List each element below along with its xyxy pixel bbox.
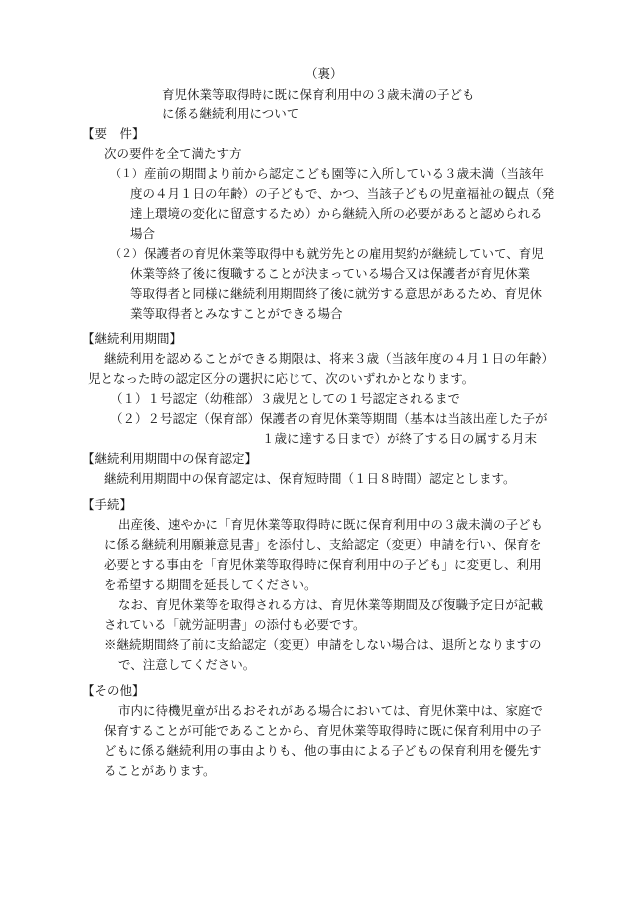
procedure-note-line: なお、育児休業等を取得される方は、育児休業等期間及び復職予定日が記載 xyxy=(118,597,544,612)
period-item-2-cont: １歳に達する日まで）が終了する日の属する月末 xyxy=(262,431,538,446)
procedure-line: を希望する期間を延長してください。 xyxy=(104,577,317,592)
period-line: 児となった時の認定区分の選択に応じて、次のいずれかとなります。 xyxy=(88,371,475,386)
procedure-line: 出産後、速やかに「育児休業等取得時に既に保育利用中の３歳未満の子ども xyxy=(118,517,544,532)
other-heading: 【その他】 xyxy=(82,683,145,698)
childcare-heading: 【継続利用期間中の保育認定】 xyxy=(82,451,258,466)
title-line-1: 育児休業等取得時に既に保育利用中の３歳未満の子ども xyxy=(162,87,475,102)
procedure-line: 必要とする事由を「育児休業等取得時に保育利用中の子ども」に変更し、利用 xyxy=(104,557,542,572)
requirement-2-number: （２） xyxy=(110,247,143,260)
requirement-1-line: 場合 xyxy=(130,226,156,241)
requirement-1-line: 達上環境の変化に留意するため）から継続入所の必要があると認められる xyxy=(130,206,543,221)
requirement-1-number: （１） xyxy=(110,167,143,180)
procedure-heading: 【手続】 xyxy=(82,497,133,512)
childcare-line: 継続利用期間中の保育認定は、保育短時間（１日８時間）認定とします。 xyxy=(104,471,516,486)
period-heading: 【継続利用期間】 xyxy=(82,331,183,346)
other-line: 市内に待機児童が出るおそれがある場合においては、育児休業中は、家庭で xyxy=(118,703,544,718)
requirement-2-line: 業等取得者とみなすことができる場合 xyxy=(130,306,343,321)
period-line: 継続利用を認めることができる期限は、将来３歳（当該年度の４月１日の年齢） xyxy=(104,351,555,366)
procedure-warning-cont: で、注意してください。 xyxy=(118,657,256,672)
procedure-note-line: されている「就労証明書」の添付も必要です。 xyxy=(104,617,366,632)
period-item-1: （１）１号認定（幼稚部）３歳児としての１号認定されるまで xyxy=(110,391,461,406)
requirement-1-line: 産前の期間より前から認定こども園等に入所している３歳未満（当該年 xyxy=(144,166,545,181)
other-line: どもに係る継続利用の事由よりも、他の事由による子どもの保育利用を優先す xyxy=(104,743,542,758)
requirements-intro: 次の要件を全て満たす方 xyxy=(104,146,242,161)
procedure-line: に係る継続利用願兼意見書」を添付し、支給認定（変更）申請を行い、保育を xyxy=(104,537,542,552)
other-line: 保育することが可能であることから、育児休業等取得時に既に保育利用中の子 xyxy=(104,723,542,738)
requirement-2-line: 保護者の育児休業等取得中も就労先との雇用契約が継続していて、育児 xyxy=(144,246,544,261)
period-item-2: （２）２号認定（保育部）保護者の育児休業等期間（基本は当該出産した子が xyxy=(110,411,548,426)
title-line-2: に係る継続利用について xyxy=(162,106,300,121)
requirements-heading: 【要 件】 xyxy=(82,126,145,141)
requirement-2-line: 等取得者と同様に継続利用期間終了後に就労する意思があるため、育児休 xyxy=(130,286,543,301)
requirement-2-line: 休業等終了後に復職することが決まっている場合又は保護者が育児休業 xyxy=(130,266,531,281)
other-line: ることがあります。 xyxy=(104,763,216,778)
requirement-1-line: 度の４月１日の年齢）の子どもで、かつ、当該子どもの児童福祉の観点（発 xyxy=(130,186,555,201)
procedure-warning: ※継続期間終了前に支給認定（変更）申請をしない場合は、退所となりますの xyxy=(104,637,542,652)
page-side-label: （裏） xyxy=(305,66,343,81)
